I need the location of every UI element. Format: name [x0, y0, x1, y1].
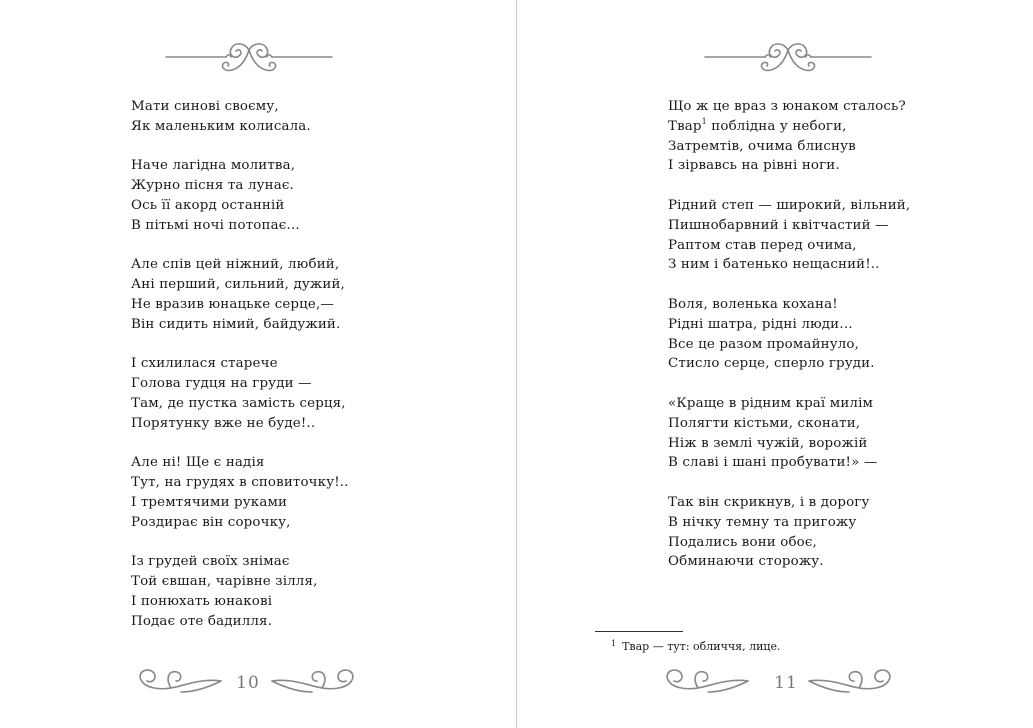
poem-text: [668, 97, 910, 592]
stanza: [668, 295, 910, 374]
stanza: [131, 453, 349, 532]
stanza: [668, 394, 910, 473]
verse-line: Раптом став перед очима,: [668, 237, 857, 253]
verse-line: Рідний степ — широкий, вільний,: [668, 197, 911, 213]
footnote-mark: 1: [611, 639, 617, 648]
verse-line: Як маленьким колисала.: [131, 118, 311, 134]
verse-line: [668, 117, 910, 137]
verse-line: Полягти кістьми, сконати,: [668, 415, 861, 431]
verse-line: Але ні! Ще є надія: [131, 455, 265, 471]
stanza: [131, 97, 349, 137]
verse-line: Не вразив юнацьке серце,—: [131, 296, 334, 312]
stanza: [131, 354, 349, 433]
verse-line: Але спів цей ніжний, любий,: [131, 257, 340, 273]
left-page: [0, 0, 516, 728]
right-page: [517, 0, 1033, 728]
verse-line: Там, де пустка замість серця,: [131, 395, 346, 411]
flourish-left-icon: [658, 664, 750, 696]
verse-line: Із грудей своїх знімає: [131, 554, 290, 570]
page-number: 11: [774, 673, 798, 693]
verse-line: Стисло серце, сперло груди.: [668, 356, 875, 372]
stanza: [668, 97, 910, 176]
verse-line: З ним і батенько нещасний!..: [668, 257, 880, 273]
verse-line: Все це разом промайнуло,: [668, 336, 860, 352]
verse-line: Той євшан, чарівне зілля,: [131, 574, 318, 590]
top-ornament-icon: [164, 38, 334, 78]
verse-line: Наче лагідна молитва,: [131, 158, 296, 174]
page-number: 10: [236, 673, 260, 693]
top-ornament-icon: [703, 38, 873, 78]
verse-line: І зірвавсь на рівні ноги.: [668, 158, 840, 174]
footnote-reference[interactable]: 1: [701, 116, 707, 126]
verse-line-rest: поблідна у небоги,: [706, 118, 847, 134]
stanza: [131, 156, 349, 235]
poem-text: [131, 97, 349, 651]
verse-line: Порятунку вже не буде!..: [131, 415, 316, 431]
flourish-left-icon: [131, 664, 223, 696]
verse-line: Він сидить німий, байдужий.: [131, 316, 341, 332]
verse-line: Журно пісня та лунає.: [131, 178, 294, 194]
verse-line: Так він скрикнув, і в дорогу: [668, 494, 870, 510]
verse-line: Пишнобарвний і квітчастий —: [668, 217, 889, 233]
verse-line: В нічку темну та пригожу: [668, 514, 857, 530]
footnote-text: Твар — тут: обличчя, лице.: [622, 640, 781, 653]
verse-line: Подались вони обоє,: [668, 534, 817, 550]
verse-line: Ані перший, сильний, дужий,: [131, 277, 345, 293]
verse-line: Роздирає він сорочку,: [131, 514, 291, 530]
verse-line: Голова гудця на груди —: [131, 376, 312, 392]
verse-line: Ось її акорд останній: [131, 197, 285, 213]
verse-line: Що ж це враз з юнаком сталось?: [668, 99, 906, 114]
stanza: [668, 493, 910, 572]
verse-line: І схилилася старече: [131, 356, 278, 372]
verse-line: І тремтячими руками: [131, 494, 288, 510]
footnote: [611, 637, 781, 654]
verse-line: Мати синові своєму,: [131, 99, 279, 114]
flourish-right-icon: [270, 664, 362, 696]
verse-line: В славі і шані пробувати!» —: [668, 455, 878, 471]
verse-line: Обминаючи сторожу.: [668, 554, 824, 570]
verse-line: В пітьмі ночі потопає…: [131, 217, 300, 233]
stanza: [131, 552, 349, 631]
flourish-right-icon: [807, 664, 899, 696]
verse-line: Воля, воленька кохана!: [668, 296, 838, 312]
verse-line: Ніж в землі чужій, ворожій: [668, 435, 868, 451]
footnote-divider: [595, 631, 683, 632]
verse-line: Рідні шатра, рідні люди…: [668, 316, 853, 332]
stanza: [668, 196, 910, 275]
verse-line: «Краще в рідним краї милім: [668, 395, 874, 411]
verse-word: Твар: [668, 118, 702, 134]
verse-line: Затремтів, очима блиснув: [668, 138, 856, 154]
verse-line: Подає оте бадилля.: [131, 613, 273, 629]
verse-line: Тут, на грудях в сповиточку!..: [131, 475, 349, 491]
verse-line: І понюхать юнакові: [131, 593, 273, 609]
stanza: [131, 255, 349, 334]
